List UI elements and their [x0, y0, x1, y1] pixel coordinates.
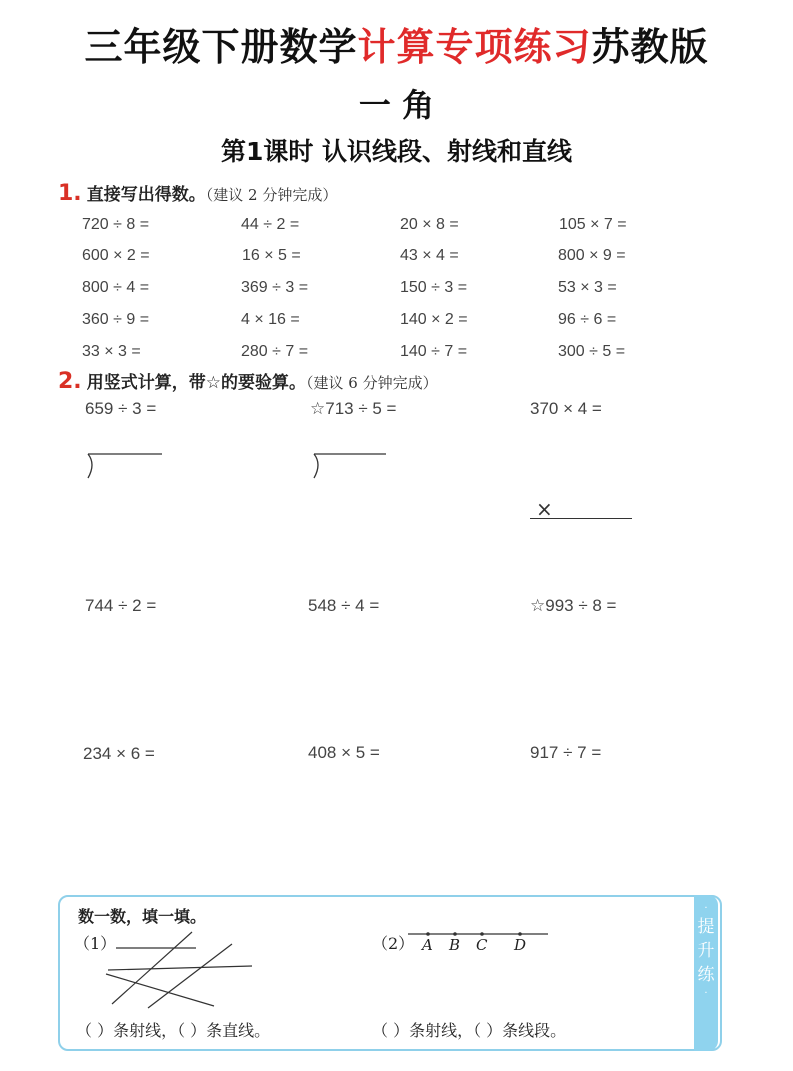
equation: 105 × 7 =: [559, 216, 627, 233]
equation: 600 × 2 =: [82, 247, 150, 264]
equation: 44 ÷ 2 =: [241, 216, 300, 233]
equation: 744 ÷ 2 =: [85, 596, 157, 615]
side-tab-char: 练: [697, 965, 715, 985]
point-label-c: C: [476, 936, 488, 954]
equation: 800 ÷ 4 =: [82, 279, 150, 296]
long-division-bracket: [80, 448, 170, 484]
long-division-bracket: [306, 448, 396, 484]
answer-line-1: （ ）条射线，（ ）条直线。: [76, 1021, 271, 1040]
point-label-d: D: [514, 936, 527, 954]
question-number: 1.: [58, 181, 82, 206]
question-hint: （建议 6 分钟完成）: [306, 374, 438, 392]
equation: ☆713 ÷ 5 =: [310, 399, 397, 418]
equation: 548 ÷ 4 =: [308, 596, 380, 615]
equation: 369 ÷ 3 =: [241, 279, 309, 296]
lines-figure: [100, 922, 260, 1012]
equation: 659 ÷ 3 =: [85, 399, 157, 418]
equation: 16 × 5 =: [242, 247, 301, 264]
multiply-sign: ×: [536, 497, 553, 521]
equation: 96 ÷ 6 =: [558, 311, 617, 328]
page-title: [0, 16, 793, 71]
equation: 360 ÷ 9 =: [82, 311, 150, 328]
title-part-grade: 三年级下册数学: [84, 25, 358, 69]
question-text: 直接写出得数。: [86, 185, 206, 205]
equation: 53 × 3 =: [558, 279, 617, 296]
multiplication-underline: [530, 518, 632, 519]
equation: 140 ÷ 7 =: [400, 343, 468, 360]
question-2-header: [58, 368, 438, 394]
equation: 33 × 3 =: [82, 343, 141, 360]
equation: 20 × 8 =: [400, 216, 459, 233]
question-hint: （建议 2 分钟完成）: [205, 186, 338, 204]
question-number: 2.: [58, 369, 82, 394]
answer-line-2: （ ）条射线，（ ）条线段。: [372, 1021, 567, 1040]
equation: 800 × 9 =: [558, 247, 626, 264]
part-2-label: （2）: [372, 934, 415, 953]
equation: 4 × 16 =: [241, 311, 300, 328]
equation: 140 × 2 =: [400, 311, 468, 328]
chapter-title: 一 角: [358, 86, 435, 124]
equation: 408 × 5 =: [308, 743, 380, 762]
panel-title: 数一数，填一填。: [78, 907, 207, 926]
equation: 150 ÷ 3 =: [400, 279, 468, 296]
side-tab: · 提 升 练 ·: [694, 895, 718, 1051]
part-1-label: （1）: [74, 934, 117, 953]
side-tab-char: 提: [697, 917, 715, 937]
equation: 720 ÷ 8 =: [82, 216, 150, 233]
equation: ☆993 ÷ 8 =: [530, 596, 617, 615]
equation: 300 ÷ 5 =: [558, 343, 626, 360]
equation: 43 × 4 =: [400, 247, 459, 264]
point-label-a: A: [422, 936, 433, 954]
point-label-b: B: [449, 936, 461, 954]
equation: 280 ÷ 7 =: [241, 343, 309, 360]
lesson-title: 第1课时 认识线段、射线和直线: [220, 137, 573, 166]
question-text: 用竖式计算，带☆的要验算。: [86, 373, 307, 393]
title-part-topic: 计算专项练习: [357, 25, 592, 69]
equation: 917 ÷ 7 =: [530, 743, 602, 762]
title-part-edition: 苏教版: [591, 25, 709, 69]
equation: 370 × 4 =: [530, 399, 602, 418]
question-1-header: [58, 180, 337, 206]
side-tab-char: 升: [697, 941, 715, 961]
equation: 234 × 6 =: [83, 744, 155, 763]
